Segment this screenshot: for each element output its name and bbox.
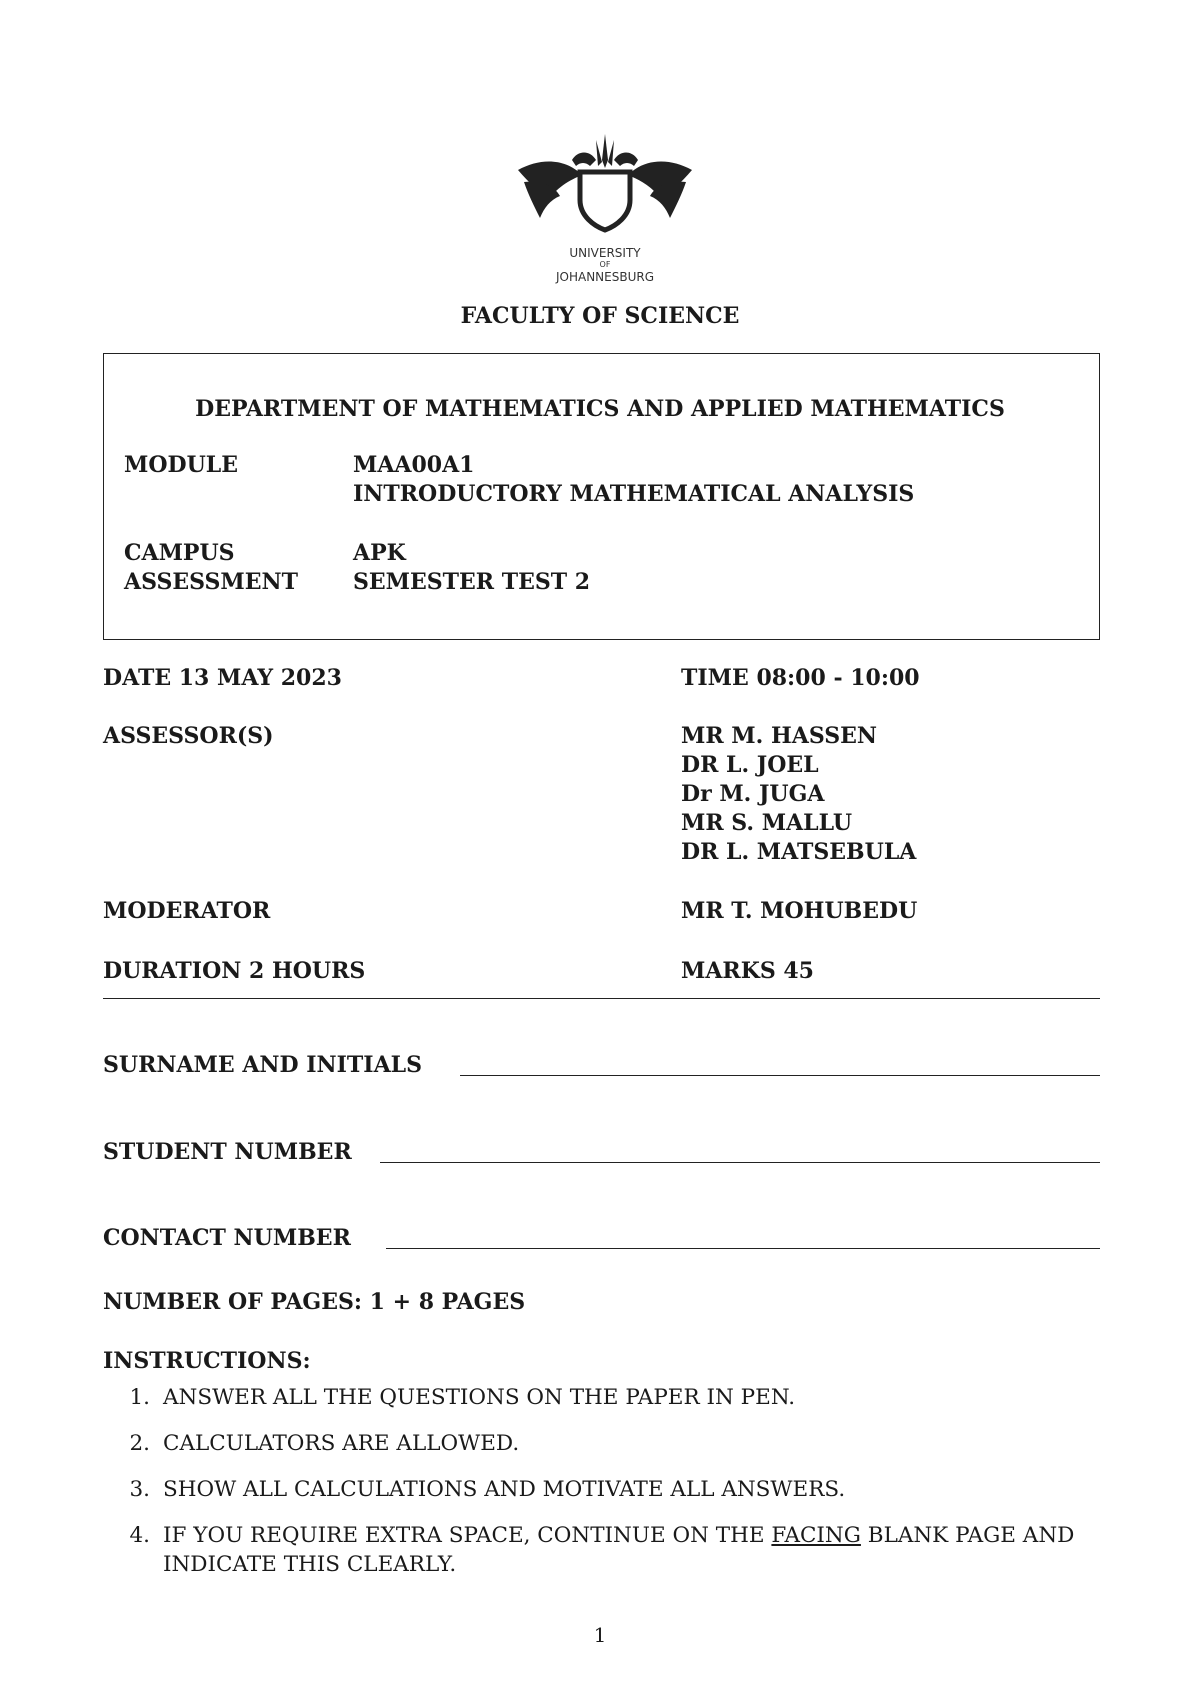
page-number: 1 bbox=[593, 1623, 607, 1647]
module-label: MODULE bbox=[124, 452, 239, 478]
number-of-pages: NUMBER OF PAGES: 1 + 8 PAGES bbox=[103, 1289, 526, 1315]
assessor-name: DR L. JOEL bbox=[681, 752, 819, 778]
instruction-number: 1. bbox=[129, 1385, 150, 1410]
logo-line-university: UNIVERSITY bbox=[569, 246, 641, 260]
campus-value: APK bbox=[353, 540, 406, 566]
student-number-field[interactable] bbox=[380, 1162, 1100, 1163]
module-code: MAA00A1 bbox=[353, 452, 475, 478]
test-date: DATE 13 MAY 2023 bbox=[103, 665, 342, 691]
contact-number-label: CONTACT NUMBER bbox=[103, 1225, 351, 1251]
instruction-text-before: IF YOU REQUIRE EXTRA SPACE, CONTINUE ON THE bbox=[163, 1523, 765, 1548]
instruction-text-after: BLANK PAGE AND bbox=[867, 1523, 1075, 1548]
instruction-text-emphasis: FACING bbox=[771, 1523, 861, 1548]
instruction-number: 2. bbox=[129, 1431, 150, 1456]
campus-label: CAMPUS bbox=[124, 540, 235, 566]
university-crest-icon bbox=[510, 130, 700, 235]
moderator-name: MR T. MOHUBEDU bbox=[681, 898, 918, 924]
instruction-text: SHOW ALL CALCULATIONS AND MOTIVATE ALL ANSWERS. bbox=[163, 1477, 846, 1502]
student-number-label: STUDENT NUMBER bbox=[103, 1139, 352, 1165]
university-logo bbox=[510, 130, 700, 290]
logo-line-of: OF bbox=[599, 260, 611, 269]
contact-number-field[interactable] bbox=[386, 1248, 1100, 1249]
instruction-number: 4. bbox=[129, 1523, 150, 1548]
test-duration: DURATION 2 HOURS bbox=[103, 958, 366, 984]
instructions-title: INSTRUCTIONS: bbox=[103, 1348, 311, 1374]
assessor-name: MR S. MALLU bbox=[681, 810, 853, 836]
assessment-value: SEMESTER TEST 2 bbox=[353, 569, 591, 595]
moderator-label: MODERATOR bbox=[103, 898, 271, 924]
department-title: DEPARTMENT OF MATHEMATICS AND APPLIED MATHEMATICS bbox=[195, 396, 1005, 422]
instruction-text bbox=[163, 1523, 1074, 1548]
assessor-name: DR L. MATSEBULA bbox=[681, 839, 917, 865]
instruction-number: 3. bbox=[129, 1477, 150, 1502]
test-marks: MARKS 45 bbox=[681, 958, 814, 984]
instruction-text-line2: INDICATE THIS CLEARLY. bbox=[163, 1552, 457, 1577]
instruction-text: ANSWER ALL THE QUESTIONS ON THE PAPER IN PEN. bbox=[163, 1385, 796, 1410]
instruction-text: CALCULATORS ARE ALLOWED. bbox=[163, 1431, 520, 1456]
section-divider bbox=[103, 998, 1100, 999]
assessors-label: ASSESSOR(S) bbox=[103, 723, 274, 749]
module-name: INTRODUCTORY MATHEMATICAL ANALYSIS bbox=[353, 481, 915, 507]
logo-line-johannesburg: JOHANNESBURG bbox=[555, 270, 655, 284]
assessment-label: ASSESSMENT bbox=[124, 569, 299, 595]
surname-field[interactable] bbox=[460, 1075, 1100, 1076]
assessor-name: MR M. HASSEN bbox=[681, 723, 877, 749]
surname-label: SURNAME AND INITIALS bbox=[103, 1052, 423, 1078]
test-time: TIME 08:00 - 10:00 bbox=[681, 665, 920, 691]
faculty-title: FACULTY OF SCIENCE bbox=[460, 303, 740, 329]
assessor-name: Dr M. JUGA bbox=[681, 781, 825, 807]
